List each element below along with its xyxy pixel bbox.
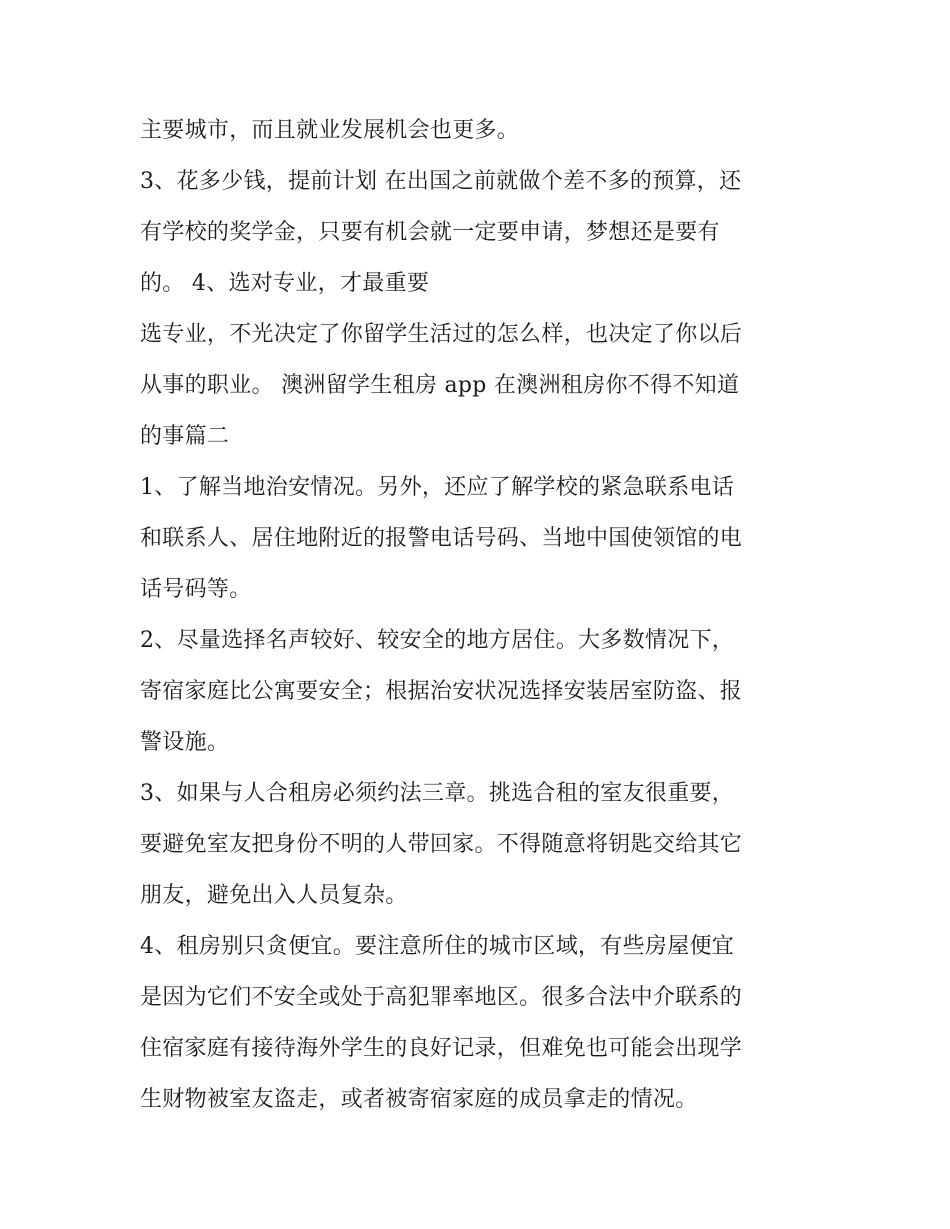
text-line: 是因为它们不安全或处于高犯罪率地区。很多合法中介联系的: [140, 985, 743, 1010]
text-line: 和联系人、居住地附近的报警电话号码、当地中国使领馆的电: [140, 526, 743, 551]
text-line: 选专业，不光决定了你留学生活过的怎么样，也决定了你以后: [140, 322, 743, 347]
text-line: 有学校的奖学金，只要有机会就一定要申请，梦想还是要有: [140, 220, 720, 245]
text-line: 4、租房别只贪便宜。要注意所住的城市区域，有些房屋便宜: [140, 934, 735, 959]
text-line: 寄宿家庭比公寓要安全；根据治安状况选择安装居室防盗、报: [140, 679, 743, 704]
text-line: 生财物被室友盗走，或者被寄宿家庭的成员拿走的情况。: [140, 1087, 698, 1112]
text-line: 的事篇二: [140, 424, 230, 449]
text-line: 3、花多少钱，提前计划 在出国之前就做个差不多的预算，还: [140, 169, 742, 194]
text-line: 1、了解当地治安情况。另外，还应了解学校的紧急联系电话: [140, 475, 735, 500]
text-line: 警设施。: [140, 730, 230, 755]
text-line: 住宿家庭有接待海外学生的良好记录，但难免也可能会出现学: [140, 1036, 743, 1061]
text-line: 的。 4、选对专业，才最重要: [140, 271, 430, 296]
text-line: 要避免室友把身份不明的人带回家。不得随意将钥匙交给其它: [140, 832, 743, 857]
text-line: 主要城市，而且就业发展机会也更多。: [140, 118, 520, 143]
text-line: 话号码等。: [140, 577, 252, 602]
text-line: 朋友，避免出入人员复杂。: [140, 883, 408, 908]
text-line: 从事的职业。 澳洲留学生租房 app 在澳洲租房你不得不知道: [140, 373, 740, 398]
text-line: 3、如果与人合租房必须约法三章。挑选合租的室友很重要，: [140, 781, 735, 806]
text-line: 2、尽量选择名声较好、较安全的地方居住。大多数情况下，: [140, 628, 735, 653]
document-body: [140, 105, 820, 1125]
